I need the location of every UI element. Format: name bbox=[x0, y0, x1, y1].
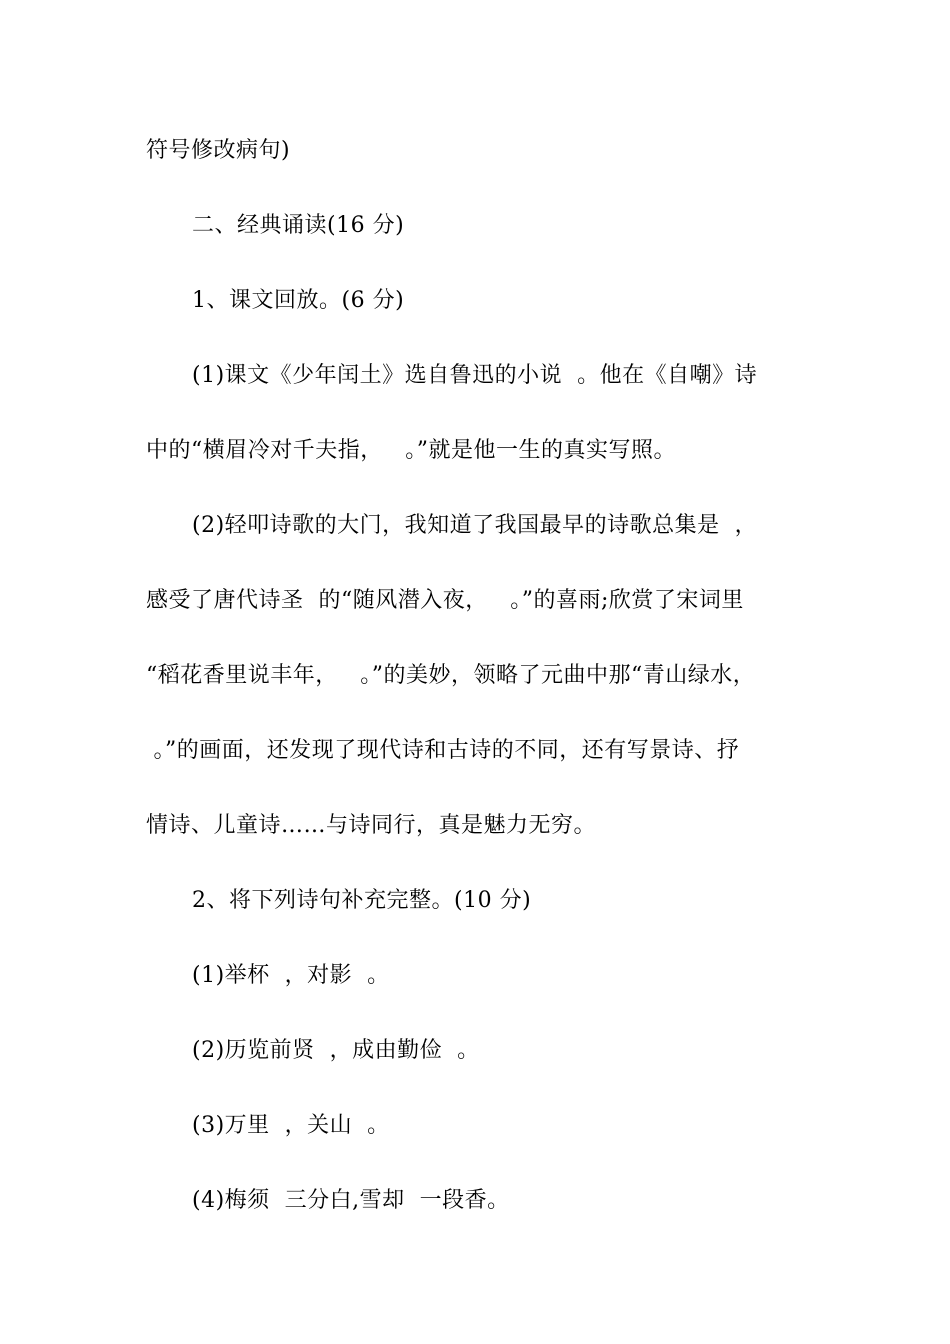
question-heading: 1、课文回放。(6 分) bbox=[192, 288, 405, 313]
poem-item: (3)万里 ，关山 。 bbox=[192, 1113, 390, 1138]
text-line: 中的“横眉冷对千夫指， 。”就是他一生的真实写照。 bbox=[146, 438, 676, 463]
text-line: 。”的画面，还发现了现代诗和古诗的不同，还有写景诗、抒 bbox=[146, 738, 740, 763]
poem-item: (4)梅须 三分白,雪却 一段香。 bbox=[192, 1188, 510, 1213]
text-line: 符号修改病句) bbox=[146, 138, 291, 163]
text-line: 感受了唐代诗圣 的“随风潜入夜， 。”的喜雨;欣赏了宋词里 bbox=[146, 588, 744, 613]
text-line: 情诗、儿童诗……与诗同行，真是魅力无穷。 bbox=[146, 813, 597, 838]
text-line: “稻花香里说丰年， 。”的美妙，领略了元曲中那“青山绿水， bbox=[146, 663, 756, 688]
poem-item: (2)历览前贤 ，成由勤俭 。 bbox=[192, 1038, 480, 1063]
question-heading: 2、将下列诗句补充完整。(10 分) bbox=[192, 888, 532, 913]
text-line: (1)课文《少年闰土》选自鲁迅的小说 。他在《自嘲》诗 bbox=[192, 363, 758, 388]
text-line: (2)轻叩诗歌的大门，我知道了我国最早的诗歌总集是 ， bbox=[192, 513, 758, 538]
section-heading: 二、经典诵读(16 分) bbox=[192, 213, 405, 238]
poem-item: (1)举杯 ，对影 。 bbox=[192, 963, 390, 988]
